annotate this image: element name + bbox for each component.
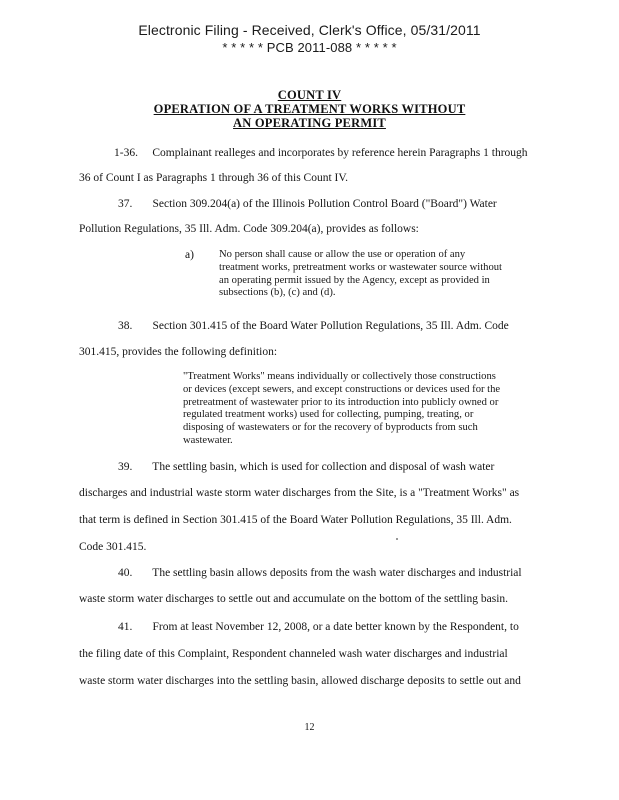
paragraph-39-line-3: that term is defined in Section 301.415 of the Board Water Pollution Regulations, 35 Ill. Adm. xyxy=(79,514,512,526)
treatment-works-definition: "Treatment Works" means individually or collectively those constructions or devices (except sewers, and except constructions or devices used for the pretreatment of wastewater prior to its introduction into publicly owned or regulated treatment works) used for collecting, pumping, treating, or disposing of wastewaters or for the recovery of byproducts from such wastewater. xyxy=(183,371,501,446)
paragraph-40-line-2: waste storm water discharges to settle out and accumulate on the bottom of the settling basin. xyxy=(79,593,509,605)
filing-stamp-line-2: * * * * * PCB 2011-088 * * * * * xyxy=(222,40,397,55)
page-number: 12 xyxy=(304,722,315,733)
paragraph-37-line-2: Pollution Regulations, 35 Ill. Adm. Code 309.204(a), provides as follows: xyxy=(79,223,419,235)
paragraph-38-line-1: 38. Section 301.415 of the Board Water Pollution Regulations, 35 Ill. Adm. Code xyxy=(118,320,509,332)
paragraph-41-line-1: 41. From at least November 12, 2008, or a date better known by the Respondent, to xyxy=(118,621,519,633)
paragraph-40-line-1: 40. The settling basin allows deposits from the wash water discharges and industrial xyxy=(118,567,522,579)
paragraph-38-line-2: 301.415, provides the following definition: xyxy=(79,346,278,358)
filing-stamp-line-1: Electronic Filing - Received, Clerk's Office, 05/31/2011 xyxy=(138,22,481,38)
paragraph-37-line-1: 37. Section 309.204(a) of the Illinois Pollution Control Board ("Board") Water xyxy=(118,198,497,210)
paragraph-39-line-2: discharges and industrial waste storm water discharges from the Site, is a "Treatment Works" as xyxy=(79,487,520,499)
section-title-line-1: OPERATION OF A TREATMENT WORKS WITHOUT xyxy=(153,102,466,116)
count-heading: COUNT IV xyxy=(277,88,342,102)
paragraph-41-line-2: the filing date of this Complaint, Respondent channeled wash water discharges and industrial xyxy=(79,648,508,660)
paragraph-39-line-1: 39. The settling basin, which is used for collection and disposal of wash water xyxy=(118,461,495,473)
quote-a-label: a) xyxy=(185,249,194,261)
quote-a-text: No person shall cause or allow the use or operation of any treatment works, pretreatment works or wastewater source without an operating permit issued by the Agency, except as provided in subsections (b), (c) and (d). xyxy=(219,249,502,299)
section-title-line-2: AN OPERATING PERMIT xyxy=(233,116,386,130)
paragraph-39-line-4: Code 301.415. xyxy=(79,541,147,553)
scan-speck xyxy=(396,538,398,540)
paragraph-36-line-2: 36 of Count I as Paragraphs 1 through 36 of this Count IV. xyxy=(79,172,349,184)
paragraph-41-line-3: waste storm water discharges into the settling basin, allowed discharge deposits to settle out and xyxy=(79,675,521,687)
paragraph-36-line-1: 1-36. Complainant realleges and incorporates by reference herein Paragraphs 1 through xyxy=(114,147,528,159)
